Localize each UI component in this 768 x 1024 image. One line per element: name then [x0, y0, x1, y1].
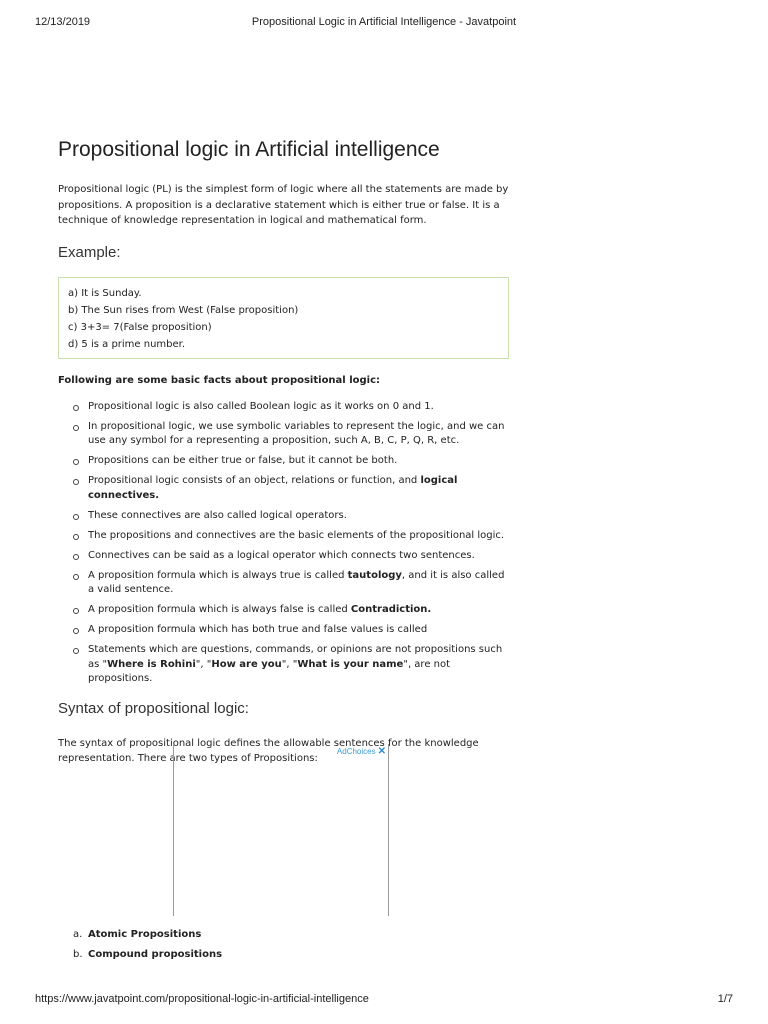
- fact-text: These connectives are also called logical operators.: [88, 509, 347, 521]
- fact-text: A proposition formula which has both true and false values is called: [88, 624, 428, 635]
- page-title: Propositional logic in Artificial intelligence: [58, 138, 440, 161]
- fact-item: [58, 603, 510, 618]
- example-heading: Example:: [58, 243, 121, 261]
- type-marker: a.: [73, 929, 83, 940]
- print-doc-title: Propositional Logic in Artificial Intelligence - Javatpoint: [251, 16, 517, 28]
- fact-text-end: ", are not propositions.: [88, 658, 451, 684]
- fact-item: [58, 623, 510, 638]
- fact-text-end: .: [155, 489, 160, 501]
- bullet-icon: [73, 514, 79, 520]
- fact-bold-term: Contradiction: [350, 604, 428, 615]
- fact-text: A proposition formula which is always false is called: [88, 604, 351, 615]
- type-item: [58, 945, 222, 965]
- print-date: 12/13/2019: [35, 16, 91, 28]
- fact-text: The propositions and connectives are the basic elements of the propositional logic.: [88, 529, 505, 541]
- fact-item: [58, 474, 510, 503]
- example-line: b) The Sun rises from West (False proposition): [68, 304, 299, 316]
- fact-item: [58, 569, 510, 598]
- bullet-icon: [73, 479, 79, 485]
- type-label: Compound propositions: [88, 949, 223, 960]
- bullet-icon: [73, 608, 79, 614]
- fact-item: [58, 420, 510, 449]
- close-icon[interactable]: ✕: [377, 746, 386, 757]
- bullet-icon: [73, 534, 79, 540]
- fact-text: A proposition formula which is always true is called: [88, 569, 348, 581]
- page-number: 1/7: [717, 993, 733, 1005]
- type-label: Atomic Propositions: [88, 929, 202, 940]
- fact-item: [58, 529, 510, 544]
- ad-frame[interactable]: [173, 744, 389, 916]
- bullet-icon: [73, 554, 79, 560]
- article-content: [58, 136, 510, 767]
- fact-item: [58, 400, 510, 415]
- print-footer: [0, 993, 768, 1009]
- fact-bold-term: logical connectives: [88, 475, 458, 501]
- fact-item: [58, 549, 510, 564]
- example-question: Where is Rohini: [107, 658, 196, 670]
- page-url: https://www.javatpoint.com/propositional-logic-in-artificial-intelligence: [35, 993, 369, 1005]
- facts-list: [58, 400, 510, 687]
- fact-text: Connectives can be said as a logical operator which connects two sentences.: [88, 549, 475, 561]
- fact-punct: ", ": [195, 658, 212, 670]
- bullet-icon: [73, 628, 79, 634]
- fact-item: [58, 454, 510, 469]
- bullet-icon: [73, 648, 79, 654]
- fact-item: [58, 643, 510, 687]
- print-header: [0, 16, 768, 32]
- type-marker: b.: [73, 949, 83, 960]
- fact-bold-term: tautology: [347, 569, 402, 581]
- syntax-heading: Syntax of propositional logic:: [58, 699, 249, 717]
- bullet-icon: [73, 574, 79, 580]
- example-question: How are you: [211, 658, 282, 670]
- syntax-paragraph: The syntax of propositional logic defines the allowable sentences for the knowledge representation. There are two types of Propositions:: [58, 737, 479, 764]
- example-question: What is your name: [297, 658, 404, 670]
- bullet-icon: [73, 405, 79, 411]
- fact-item: [58, 509, 510, 524]
- fact-text-end: .: [427, 604, 432, 615]
- example-line: c) 3+3= 7(False proposition): [68, 321, 212, 333]
- adchoices-label[interactable]: AdChoices: [336, 747, 376, 756]
- proposition-types-list: [58, 925, 222, 965]
- type-item: [58, 925, 222, 945]
- fact-text: In propositional logic, we use symbolic variables to represent the logic, and we can use any symbol for a representing a proposition, such A, B, C, P, Q, R, etc.: [88, 420, 505, 446]
- bullet-icon: [73, 425, 79, 431]
- fact-text-end: , and it is also called a valid sentence.: [88, 569, 505, 595]
- fact-text: Statements which are questions, commands, or opinions are not propositions such as ": [88, 644, 503, 670]
- example-line: a) It is Sunday.: [68, 287, 142, 299]
- example-box: [58, 277, 509, 359]
- example-line: d) 5 is a prime number.: [68, 338, 186, 350]
- adchoices-link[interactable]: [337, 746, 386, 757]
- fact-text: Propositional logic consists of an object, relations or function, and: [88, 475, 421, 486]
- bullet-icon: [73, 459, 79, 465]
- fact-punct: ", ": [281, 658, 298, 670]
- facts-heading: Following are some basic facts about propositional logic:: [58, 374, 381, 386]
- fact-text: Propositional logic is also called Boolean logic as it works on 0 and 1.: [88, 400, 434, 412]
- fact-text: Propositions can be either true or false, but it cannot be both.: [88, 455, 398, 466]
- intro-paragraph: Propositional logic (PL) is the simplest form of logic where all the statements are made by propositions. A proposition is a declarative statement which is either true or false. It is a technique of knowledge representation in logical and mathematical form.: [58, 184, 509, 226]
